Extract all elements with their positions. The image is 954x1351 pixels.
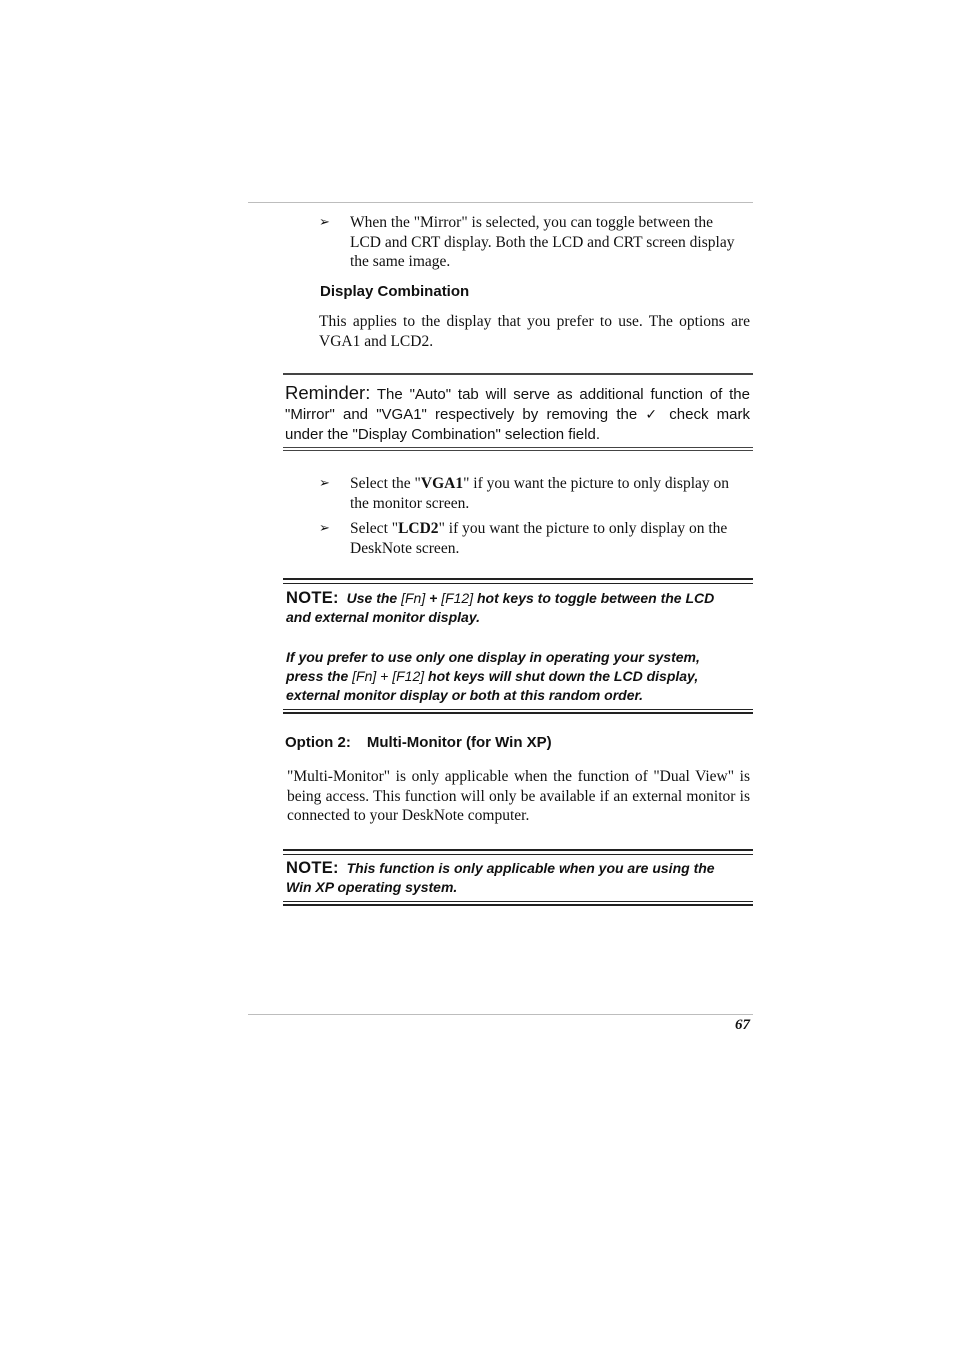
reminder-bottom-rule-2 [283,450,753,451]
note2-text: This function is only applicable when you are using the Win XP operating system. [286,860,715,895]
mirror-bullet-text: When the "Mirror" is selected, you can toggle between the LCD and CRT display. Both the LCD and CRT screen display the same image. [350,214,735,270]
option2-body: "Multi-Monitor" is only applicable when the function of "Dual View" is being access. This function will only be available if an external monitor is connected to your DeskNote computer. [287,768,750,824]
lcd2-pre: Select " [350,520,399,537]
note1-p1-b: + [425,590,442,606]
note1-label: NOTE: [286,589,339,607]
reminder-text-b: check mark under the "Display Combination" selection field. [285,406,750,443]
note2-bottom-rule-thick [283,904,753,906]
note2-top-rule-thin [283,854,753,855]
bullet-arrow-icon: ➢ [319,476,330,491]
f12-key: [F12] [392,668,425,684]
option2-prefix: Option 2: [285,734,351,751]
bullet-arrow-icon: ➢ [319,215,330,230]
fn-key: [Fn] [352,668,377,684]
note1-p2-c: hot keys will shut down the LCD display, external monitor display or both at this random order. [286,668,699,703]
reminder-label: Reminder: [285,382,371,403]
note1-p2-a: If you prefer to use only one display in operating your system, press the [286,649,700,684]
bullet-arrow-icon: ➢ [319,521,330,536]
note1-top-rule-thin [283,583,753,584]
note1-top-rule-thick [283,578,753,580]
f12-key: [F12] [441,590,474,606]
lcd2-post: " if you want the picture to only display on the DeskNote screen. [350,520,728,557]
display-combination-body: This applies to the display that you prefer to use. The options are VGA1 and LCD2. [319,313,750,350]
note2-label: NOTE: [286,859,339,877]
note1-bottom-rule-thin [283,709,753,710]
note1-p2-b: + [376,668,393,684]
lcd2-bullet-text [350,519,745,558]
vga1-bold: VGA1 [420,475,464,492]
reminder-text-a: The "Auto" tab will serve as additional function of the "Mirror" and "VGA1" respectively by removing the [285,386,750,423]
option2-title: Multi-Monitor (for Win XP) [366,734,552,751]
note1-paragraph-2 [286,648,738,705]
check-mark-icon: ✓ [645,407,662,423]
note1-bottom-rule-thick [283,712,753,714]
vga1-post: " if you want the picture to only display on the monitor screen. [350,475,730,512]
reminder-bottom-rule-1 [283,447,753,448]
note2-paragraph [286,859,736,897]
display-combination-heading: Display Combination [320,283,470,300]
note2-top-rule-thick [283,849,753,851]
vga1-bullet-text [350,474,745,513]
header-rule [248,202,753,203]
note1-p1-a: Use the [346,590,402,606]
note1-paragraph-1 [286,589,736,627]
reminder-text [285,383,750,445]
lcd2-bold: LCD2 [398,520,439,537]
note2-bottom-rule-thin [283,901,753,902]
fn-key: [Fn] [401,590,426,606]
footer-rule [248,1014,753,1015]
reminder-top-rule [283,373,753,375]
page-number: 67 [735,1017,750,1033]
note1-p1-c: hot keys to toggle between the LCD and external monitor display. [286,590,715,625]
vga1-pre: Select the " [350,475,421,492]
option2-heading [285,734,552,751]
